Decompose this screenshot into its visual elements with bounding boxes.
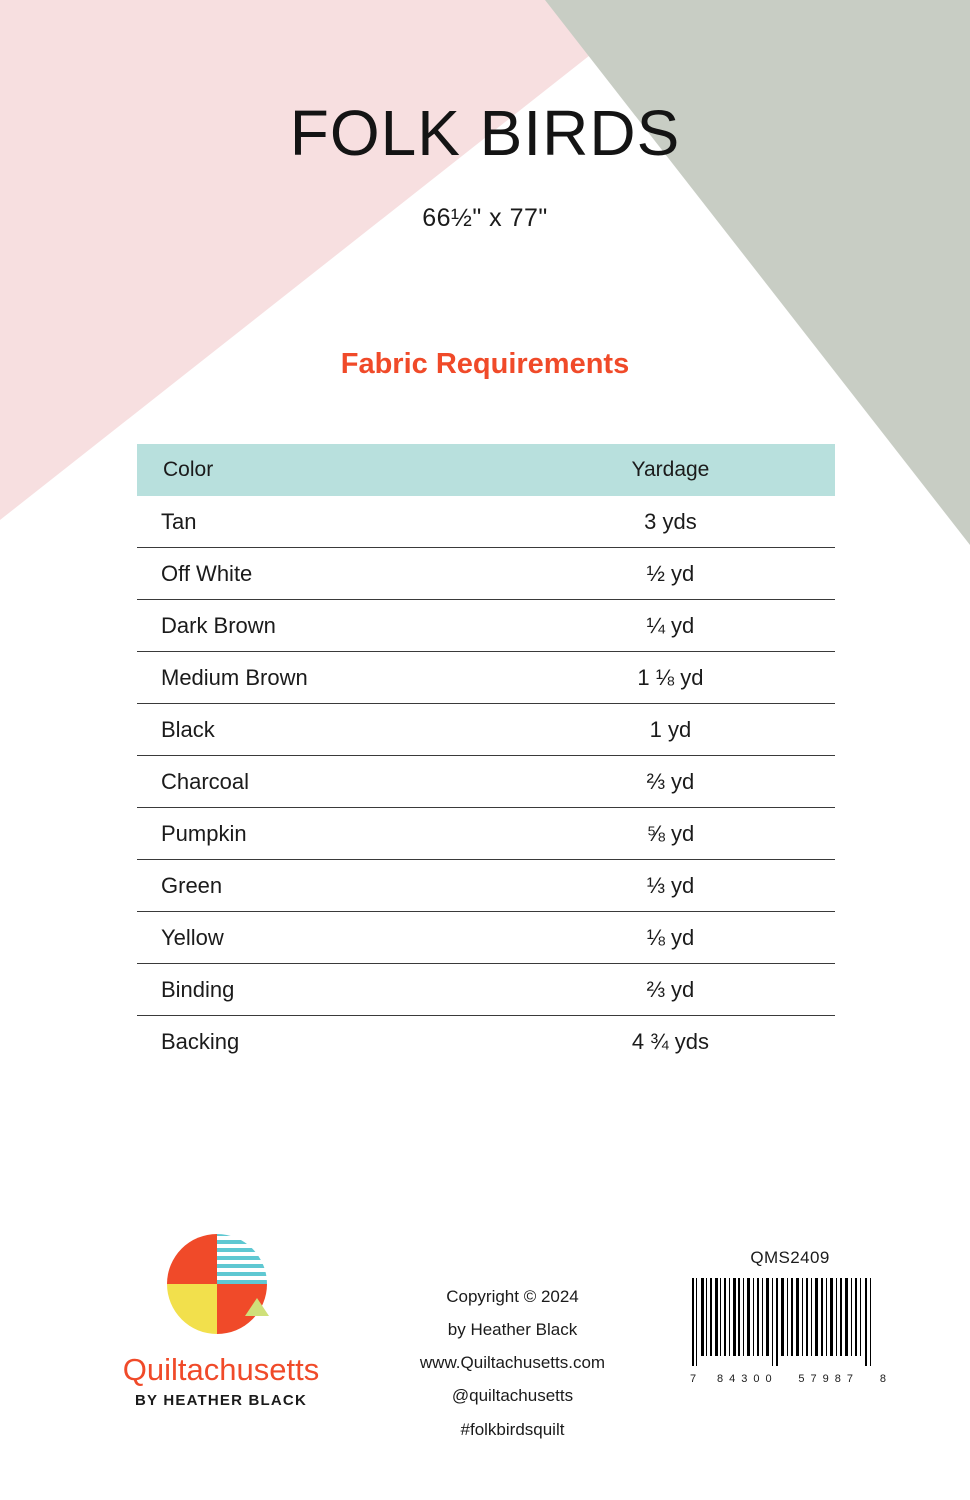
brand-name: Quiltachusetts [122,1352,320,1387]
table-row [137,860,835,912]
website-link[interactable]: www.Quiltachusetts.com [419,1353,606,1373]
table-row [137,600,835,652]
table-row [137,964,835,1016]
column-header-color: Color [163,458,214,481]
barcode-icon [690,1278,880,1366]
sku-label: QMS2409 [750,1248,830,1267]
cell-color: Pumpkin [161,820,247,846]
table-row [137,1016,835,1068]
table-row [137,912,835,964]
section-heading-fabric-requirements: Fabric Requirements [340,348,630,380]
cell-yardage: ⅓ yd [646,872,695,898]
barcode-block [690,1248,890,1385]
cell-yardage: ¼ yd [646,612,695,638]
cell-yardage: 1 yd [649,716,692,742]
cell-yardage: ½ yd [646,560,695,586]
table-row [137,652,835,704]
cell-yardage: 4 ¾ yds [631,1029,709,1054]
barcode-right-digit: 8 [879,1373,886,1385]
brand-subtitle: BY HEATHER BLACK [135,1392,307,1409]
table-row [137,756,835,808]
cell-yardage: 3 yds [644,508,697,534]
brand-logo-block [76,1232,366,1409]
hashtag[interactable]: #folkbirdsquilt [460,1419,565,1439]
table-row [137,496,835,548]
cell-yardage: ⅛ yd [646,924,695,950]
cell-color: Green [161,872,223,898]
cell-yardage: ⅔ yd [646,768,695,794]
cell-color: Charcoal [161,768,250,794]
cell-yardage: 1 ⅛ yd [637,664,704,690]
cell-color: Yellow [161,924,224,950]
author-line: by Heather Black [447,1320,578,1340]
table-row [137,704,835,756]
table-row [137,808,835,860]
cell-color: Off White [161,560,253,586]
quilt-circle-logo-icon [165,1232,277,1344]
page-title: FOLK BIRDS [289,97,681,169]
copyright-line: Copyright © 2024 [446,1287,579,1306]
fabric-requirements-table [137,444,835,1068]
cell-color: Binding [161,976,235,1002]
social-handle[interactable]: @quiltachusetts [451,1386,574,1406]
cell-color: Backing [161,1029,240,1054]
credits-block [385,1280,640,1446]
cell-color: Dark Brown [161,612,276,638]
barcode-group-1: 84300 [716,1373,778,1385]
barcode-left-digit: 7 [690,1373,697,1385]
barcode-digits [690,1373,886,1385]
cell-color: Black [161,716,215,742]
table-row [137,548,835,600]
table-header-row [137,444,835,496]
cell-color: Medium Brown [161,664,308,690]
cell-yardage: ⅔ yd [646,976,695,1002]
cell-color: Tan [161,508,197,534]
quilt-dimensions: 66½" x 77" [422,204,548,232]
cell-yardage: ⅝ yd [646,820,695,846]
barcode-group-2: 57987 [798,1373,859,1385]
column-header-yardage: Yardage [631,458,710,481]
